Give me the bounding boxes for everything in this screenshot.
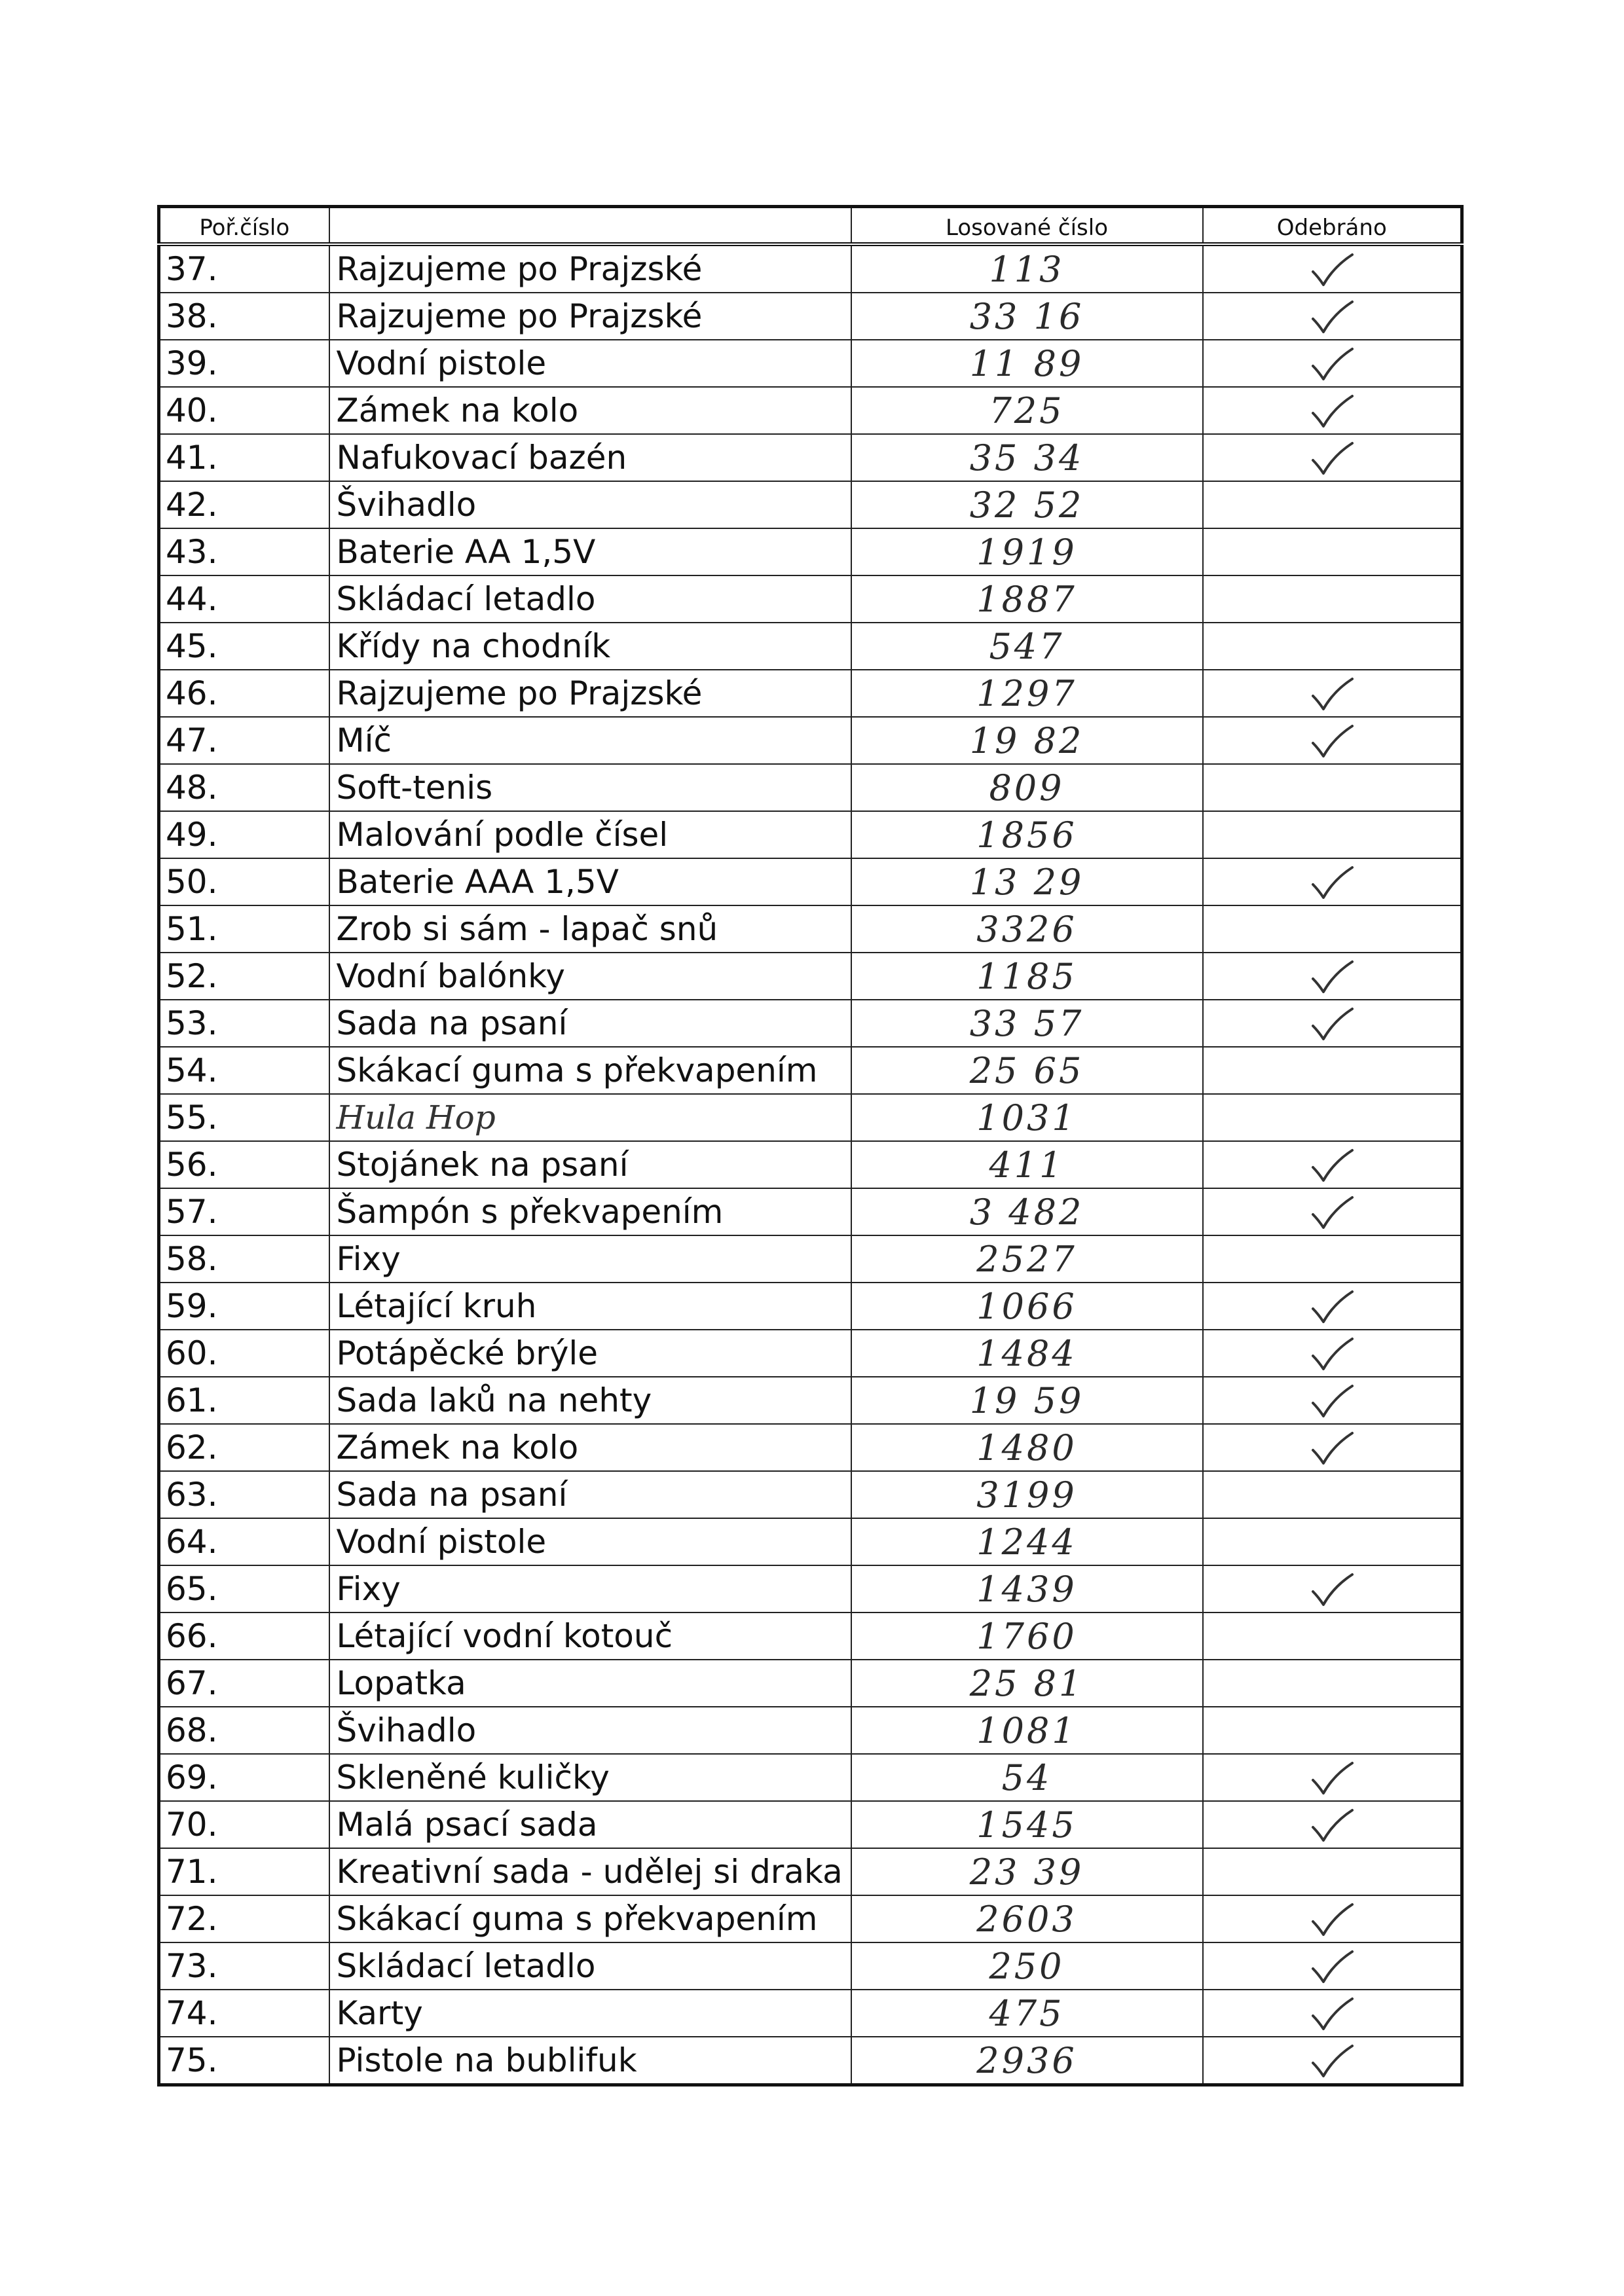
table-row [159,1283,1462,1330]
drawn-number: 33 57 [851,1000,1203,1047]
row-number: 69. [159,1754,329,1801]
table-row [159,1094,1462,1141]
drawn-number: 1887 [851,575,1203,623]
table-row [159,1707,1462,1754]
taken-cell [1203,1660,1462,1707]
row-number: 56. [159,1141,329,1188]
row-number: 72. [159,1895,329,1942]
check-mark-icon [1309,346,1355,383]
drawn-number: 19 59 [851,1377,1203,1424]
prize-name: Rajzujeme po Prajzské [329,293,851,340]
drawn-number: 23 39 [851,1848,1203,1895]
prize-name: Švihadlo [329,1707,851,1754]
table-row [159,575,1462,623]
taken-cell [1203,670,1462,717]
drawn-number: 2527 [851,1235,1203,1283]
row-number: 74. [159,1990,329,2037]
prize-name: Míč [329,717,851,764]
check-mark-icon [1309,1148,1355,1184]
table-row [159,1613,1462,1660]
taken-cell [1203,1235,1462,1283]
prize-name: Létající kruh [329,1283,851,1330]
drawn-number: 35 34 [851,434,1203,481]
prize-name: Pistole na bublifuk [329,2037,851,2085]
prize-name: Malá psací sada [329,1801,851,1848]
row-number: 71. [159,1848,329,1895]
table-row [159,717,1462,764]
taken-cell [1203,1330,1462,1377]
drawn-number: 13 29 [851,858,1203,905]
drawn-number: 1480 [851,1424,1203,1471]
prize-name: Karty [329,1990,851,2037]
prize-name: Malování podle čísel [329,811,851,858]
prize-name: Vodní balónky [329,953,851,1000]
row-number: 50. [159,858,329,905]
taken-cell [1203,717,1462,764]
table-row [159,623,1462,670]
check-mark-icon [1309,441,1355,477]
check-mark-icon [1309,865,1355,902]
row-number: 48. [159,764,329,811]
row-number: 38. [159,293,329,340]
taken-cell [1203,1990,1462,2037]
table-row [159,1377,1462,1424]
prize-name: Sada laků na nehty [329,1377,851,1424]
drawn-number: 1081 [851,1707,1203,1754]
check-mark-icon [1309,2043,1355,2080]
prize-name: Šampón s překvapením [329,1188,851,1235]
drawn-number: 2603 [851,1895,1203,1942]
taken-cell [1203,387,1462,434]
taken-cell [1203,764,1462,811]
table-row [159,1047,1462,1094]
taken-cell [1203,1283,1462,1330]
taken-cell [1203,1377,1462,1424]
table-row [159,434,1462,481]
prize-name: Vodní pistole [329,340,851,387]
taken-cell [1203,2037,1462,2085]
check-mark-icon [1309,1996,1355,2033]
table-row [159,1188,1462,1235]
row-number: 63. [159,1471,329,1518]
check-mark-icon [1309,959,1355,996]
drawn-number: 19 82 [851,717,1203,764]
prize-name: Stojánek na psaní [329,1141,851,1188]
taken-cell [1203,858,1462,905]
prize-name: Švihadlo [329,481,851,528]
prize-name: Skládací letadlo [329,575,851,623]
table-row [159,1848,1462,1895]
row-number: 70. [159,1801,329,1848]
table-row [159,1000,1462,1047]
drawn-number: 3 482 [851,1188,1203,1235]
drawn-number: 475 [851,1990,1203,2037]
taken-cell [1203,1754,1462,1801]
taken-cell [1203,1942,1462,1990]
taken-cell [1203,905,1462,953]
taken-cell [1203,1094,1462,1141]
row-number: 60. [159,1330,329,1377]
header-row [159,207,1462,245]
row-number: 57. [159,1188,329,1235]
prize-name: Soft-tenis [329,764,851,811]
row-number: 54. [159,1047,329,1094]
row-number: 73. [159,1942,329,1990]
drawn-number: 1297 [851,670,1203,717]
table-row [159,905,1462,953]
row-number: 47. [159,717,329,764]
drawn-number: 25 81 [851,1660,1203,1707]
taken-cell [1203,434,1462,481]
table-row [159,764,1462,811]
row-number: 65. [159,1565,329,1613]
row-number: 61. [159,1377,329,1424]
row-number: 46. [159,670,329,717]
row-number: 62. [159,1424,329,1471]
row-number: 42. [159,481,329,528]
drawn-number: 3326 [851,905,1203,953]
row-number: 64. [159,1518,329,1565]
row-number: 43. [159,528,329,575]
header-drawn-number: Losované číslo [851,207,1203,245]
prize-name: Křídy na chodník [329,623,851,670]
row-number: 44. [159,575,329,623]
check-mark-icon [1309,1006,1355,1043]
table-row [159,1471,1462,1518]
taken-cell [1203,1801,1462,1848]
row-number: 58. [159,1235,329,1283]
taken-cell [1203,623,1462,670]
header-taken: Odebráno [1203,207,1462,245]
row-number: 45. [159,623,329,670]
drawn-number: 250 [851,1942,1203,1990]
check-mark-icon [1309,1760,1355,1797]
row-number: 52. [159,953,329,1000]
prize-name: Baterie AAA 1,5V [329,858,851,905]
table-row [159,340,1462,387]
check-mark-icon [1309,1808,1355,1844]
prize-name: Skládací letadlo [329,1942,851,1990]
table-row [159,528,1462,575]
taken-cell [1203,953,1462,1000]
drawn-number: 1919 [851,528,1203,575]
prize-name: Fixy [329,1565,851,1613]
prize-name: Létající vodní kotouč [329,1613,851,1660]
table-row [159,953,1462,1000]
check-mark-icon [1309,1430,1355,1467]
row-number: 37. [159,244,329,293]
row-number: 39. [159,340,329,387]
prize-name: Skákací guma s překvapením [329,1047,851,1094]
drawn-number: 1760 [851,1613,1203,1660]
check-mark-icon [1309,252,1355,289]
drawn-number: 1484 [851,1330,1203,1377]
table-header [159,207,1462,245]
row-number: 55. [159,1094,329,1141]
table-row [159,2037,1462,2085]
row-number: 40. [159,387,329,434]
drawn-number: 1031 [851,1094,1203,1141]
drawn-number: 547 [851,623,1203,670]
table-row [159,293,1462,340]
check-mark-icon [1309,676,1355,713]
row-number: 59. [159,1283,329,1330]
check-mark-icon [1309,1336,1355,1373]
check-mark-icon [1309,1902,1355,1939]
prize-name: Zrob si sám - lapač snů [329,905,851,953]
check-mark-icon [1309,1289,1355,1326]
prize-name: Baterie AA 1,5V [329,528,851,575]
taken-cell [1203,1895,1462,1942]
table-row [159,858,1462,905]
prize-name: Sada na psaní [329,1471,851,1518]
taken-cell [1203,1047,1462,1094]
taken-cell [1203,1848,1462,1895]
prize-name: Nafukovací bazén [329,434,851,481]
table-row [159,1235,1462,1283]
taken-cell [1203,1188,1462,1235]
prize-name: Skákací guma s překvapením [329,1895,851,1942]
prize-name: Lopatka [329,1660,851,1707]
table-row [159,1754,1462,1801]
check-mark-icon [1309,1572,1355,1609]
drawn-number: 1185 [851,953,1203,1000]
table-row [159,244,1462,293]
table-body [159,244,1462,2085]
drawn-number: 725 [851,387,1203,434]
table-row [159,1141,1462,1188]
drawn-number: 3199 [851,1471,1203,1518]
table-row [159,1330,1462,1377]
table-row [159,481,1462,528]
taken-cell [1203,1471,1462,1518]
drawn-number: 1244 [851,1518,1203,1565]
table-row [159,1565,1462,1613]
drawn-number: 113 [851,244,1203,293]
drawn-number: 1856 [851,811,1203,858]
prize-name: Rajzujeme po Prajzské [329,670,851,717]
table-row [159,1895,1462,1942]
row-number: 75. [159,2037,329,2085]
taken-cell [1203,1141,1462,1188]
taken-cell [1203,528,1462,575]
row-number: 49. [159,811,329,858]
prize-name: Rajzujeme po Prajzské [329,244,851,293]
drawn-number: 1066 [851,1283,1203,1330]
taken-cell [1203,244,1462,293]
check-mark-icon [1309,723,1355,760]
row-number: 68. [159,1707,329,1754]
header-number: Poř.číslo [159,207,329,245]
prize-name: Zámek na kolo [329,1424,851,1471]
row-number: 51. [159,905,329,953]
prize-name: Hula Hop [329,1094,851,1141]
taken-cell [1203,575,1462,623]
header-item [329,207,851,245]
taken-cell [1203,1518,1462,1565]
taken-cell [1203,1707,1462,1754]
check-mark-icon [1309,1949,1355,1986]
table-row [159,1942,1462,1990]
check-mark-icon [1309,1195,1355,1231]
table-row [159,1801,1462,1848]
prize-name: Kreativní sada - udělej si draka [329,1848,851,1895]
table-row [159,387,1462,434]
prize-name: Zámek na kolo [329,387,851,434]
drawn-number: 1439 [851,1565,1203,1613]
table-row [159,670,1462,717]
drawn-number: 33 16 [851,293,1203,340]
drawn-number: 809 [851,764,1203,811]
drawn-number: 411 [851,1141,1203,1188]
prize-name: Skleněné kuličky [329,1754,851,1801]
table-row [159,1424,1462,1471]
check-mark-icon [1309,1383,1355,1420]
check-mark-icon [1309,299,1355,336]
drawn-number: 54 [851,1754,1203,1801]
prize-name: Fixy [329,1235,851,1283]
drawn-number: 11 89 [851,340,1203,387]
table-row [159,1518,1462,1565]
row-number: 53. [159,1000,329,1047]
prize-name: Sada na psaní [329,1000,851,1047]
table-row [159,1990,1462,2037]
row-number: 66. [159,1613,329,1660]
taken-cell [1203,1000,1462,1047]
prize-name: Vodní pistole [329,1518,851,1565]
taken-cell [1203,481,1462,528]
drawn-number: 32 52 [851,481,1203,528]
taken-cell [1203,340,1462,387]
check-mark-icon [1309,393,1355,430]
drawn-number: 25 65 [851,1047,1203,1094]
row-number: 41. [159,434,329,481]
prize-name: Potápěcké brýle [329,1330,851,1377]
table-row [159,1660,1462,1707]
taken-cell [1203,1565,1462,1613]
taken-cell [1203,1613,1462,1660]
prize-draw-table [157,205,1464,2086]
taken-cell [1203,811,1462,858]
taken-cell [1203,293,1462,340]
table-row [159,811,1462,858]
row-number: 67. [159,1660,329,1707]
drawn-number: 1545 [851,1801,1203,1848]
taken-cell [1203,1424,1462,1471]
drawn-number: 2936 [851,2037,1203,2085]
